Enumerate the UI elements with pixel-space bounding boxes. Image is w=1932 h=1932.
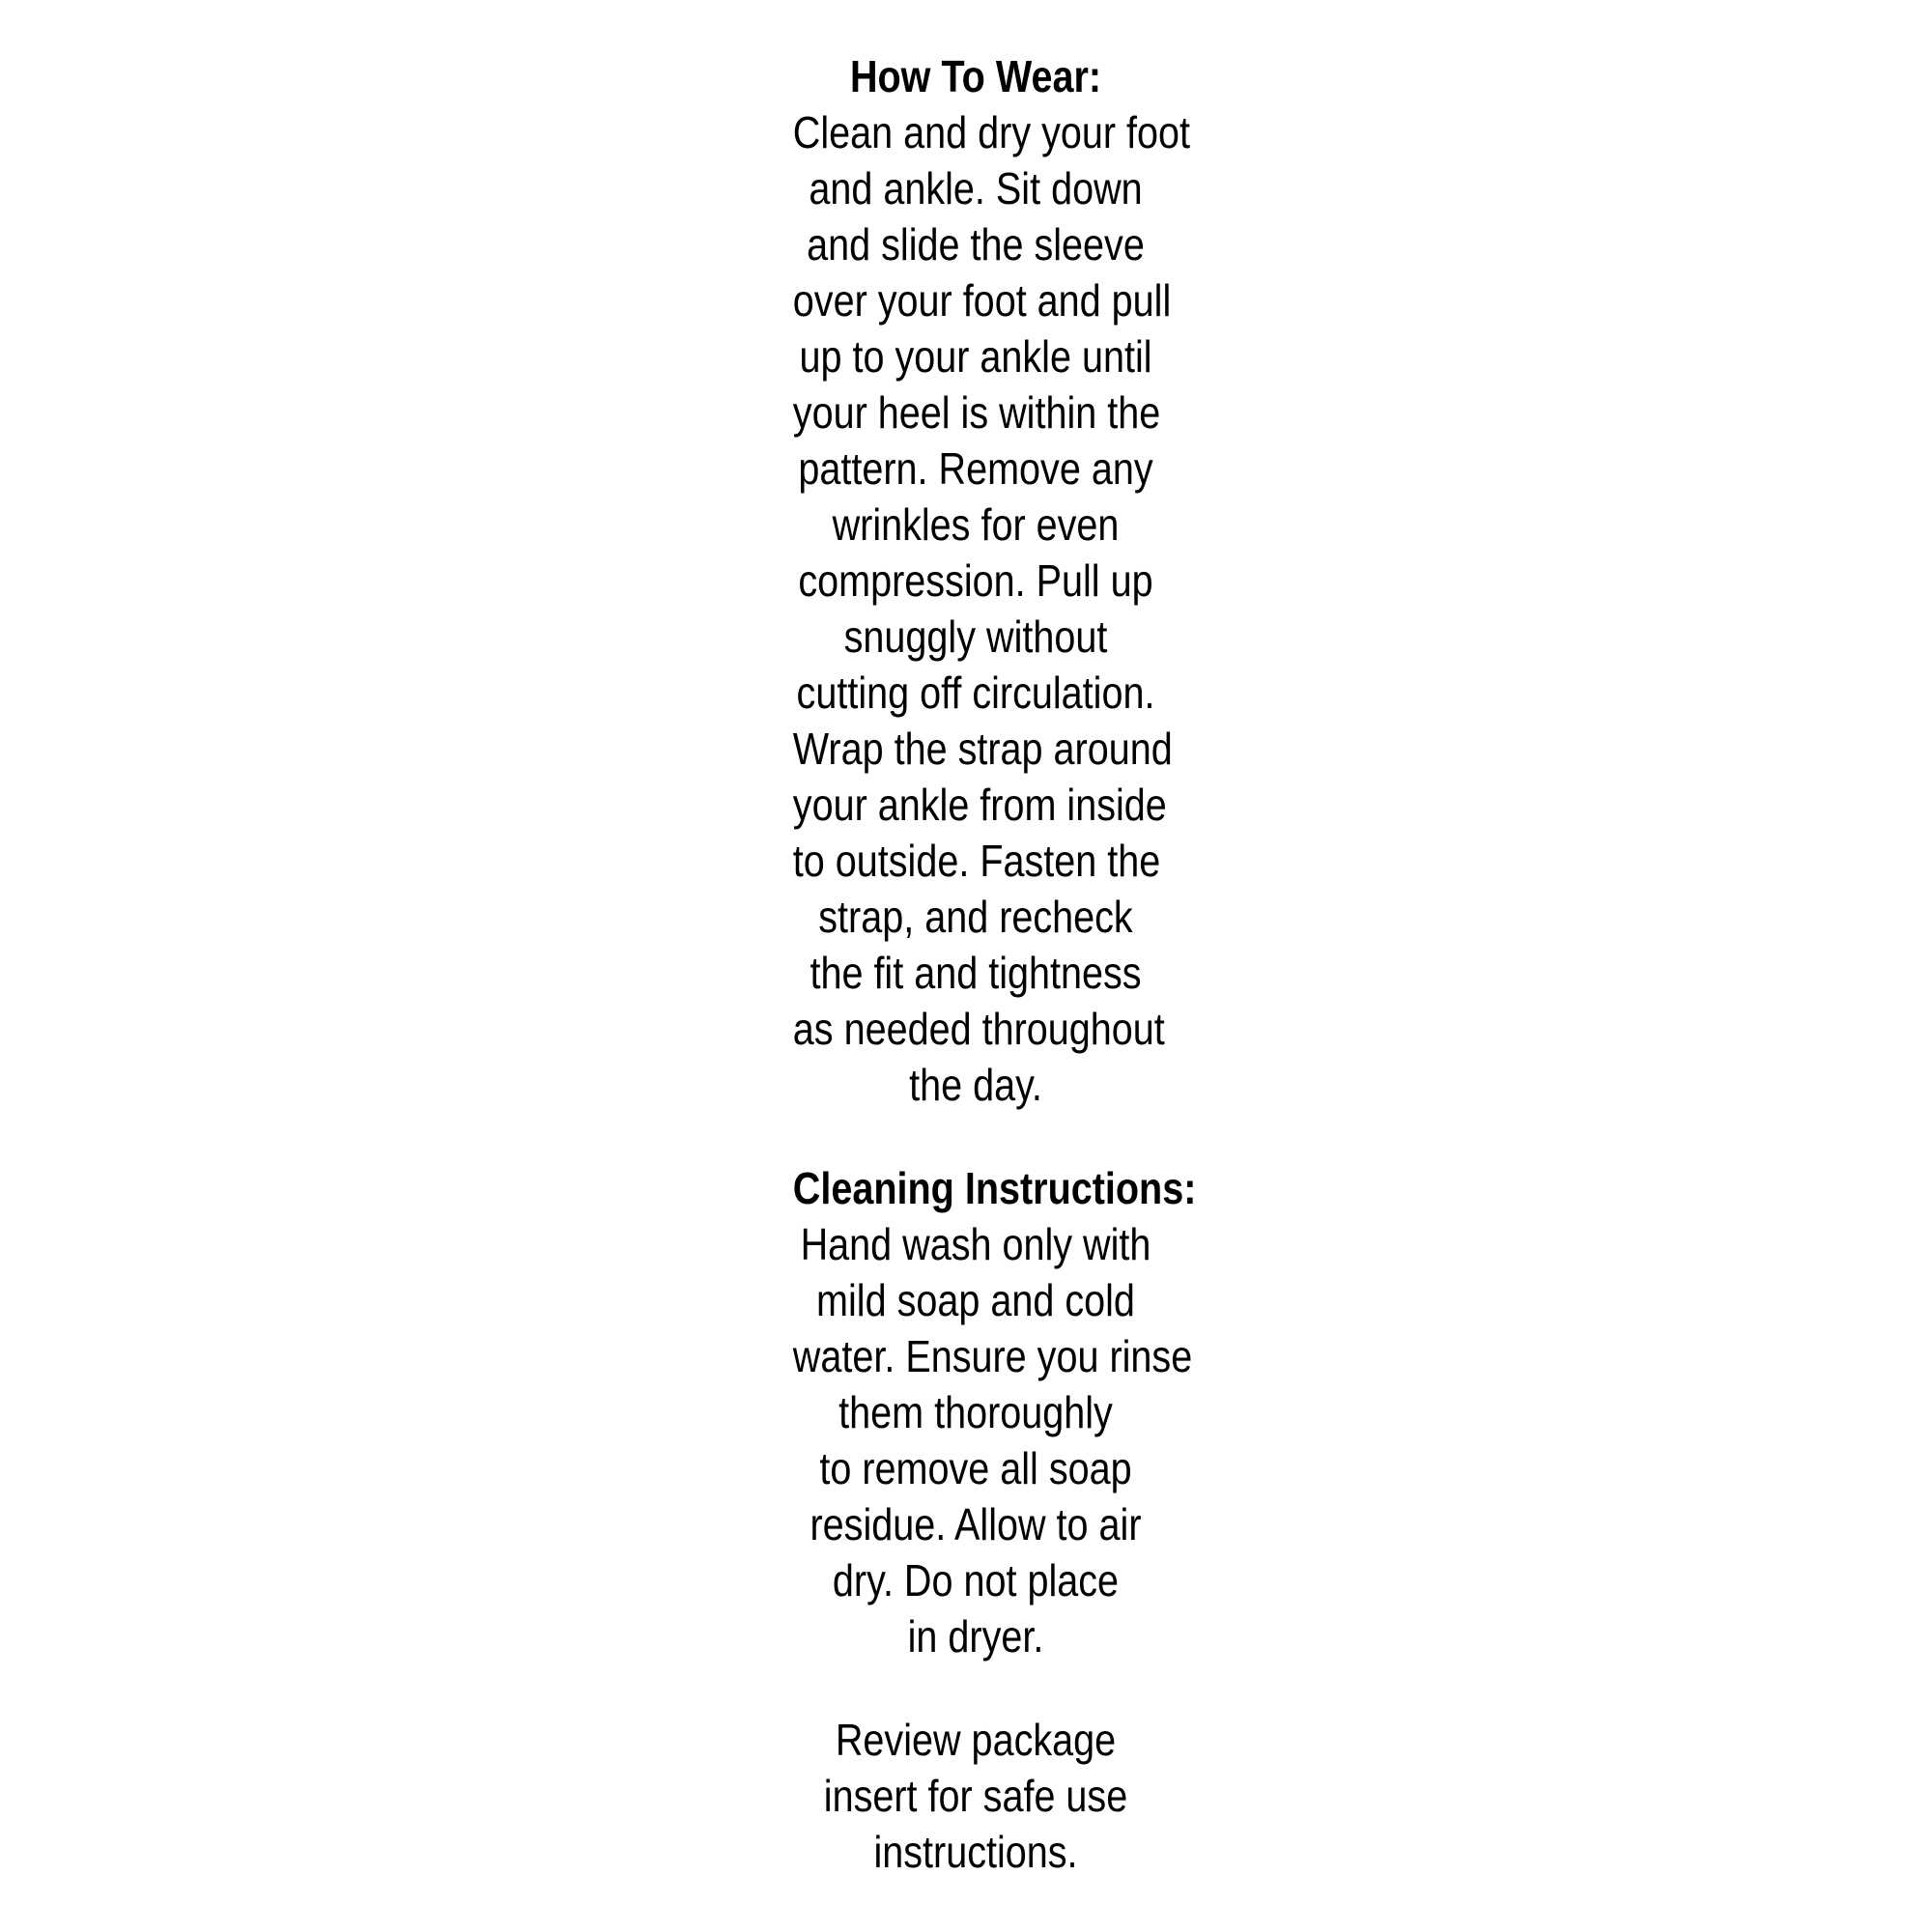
how-to-wear-line: your heel is within the: [792, 387, 1161, 438]
how-to-wear-heading: How To Wear:: [849, 51, 1102, 101]
cleaning-line: water. Ensure you rinse: [792, 1331, 1193, 1381]
cleaning-section: [763, 1160, 1197, 1664]
how-to-wear-line: your ankle from inside: [792, 780, 1167, 830]
cleaning-line: in dryer.: [907, 1611, 1044, 1662]
how-to-wear-line: snuggly without: [843, 611, 1108, 662]
how-to-wear-line: the fit and tightness: [810, 948, 1142, 998]
how-to-wear-line: and ankle. Sit down: [809, 163, 1143, 213]
how-to-wear-line: Wrap the strap around: [792, 724, 1173, 774]
how-to-wear-line: and slide the sleeve: [807, 219, 1145, 270]
how-to-wear-line: to outside. Fasten the: [792, 836, 1161, 886]
review-line: instructions.: [873, 1827, 1078, 1877]
cleaning-line: residue. Allow to air: [810, 1499, 1142, 1549]
how-to-wear-line: compression. Pull up: [798, 555, 1153, 606]
cleaning-heading: Cleaning Instructions:: [792, 1163, 1197, 1213]
how-to-wear-line: Clean and dry your foot: [792, 107, 1191, 157]
how-to-wear-line: cutting off circulation.: [796, 668, 1155, 718]
review-line: insert for safe use: [823, 1771, 1128, 1821]
review-line: Review package: [835, 1715, 1117, 1765]
how-to-wear-line: pattern. Remove any: [798, 443, 1153, 494]
cleaning-line: them thoroughly: [838, 1387, 1113, 1437]
cleaning-line: to remove all soap: [819, 1443, 1132, 1493]
cleaning-line: Hand wash only with: [800, 1219, 1151, 1269]
how-to-wear-line: strap, and recheck: [818, 892, 1133, 942]
cleaning-line: mild soap and cold: [816, 1275, 1135, 1325]
how-to-wear-section: [763, 48, 1191, 1113]
section-spacer: [763, 1113, 1188, 1160]
how-to-wear-line: over your foot and pull: [792, 275, 1172, 326]
section-spacer: [763, 1664, 1188, 1712]
review-section: [763, 1712, 1188, 1880]
how-to-wear-line: wrinkles for even: [832, 499, 1120, 550]
how-to-wear-line: as needed throughout: [792, 1004, 1165, 1054]
how-to-wear-line: the day.: [909, 1060, 1042, 1110]
cleaning-line: dry. Do not place: [832, 1555, 1120, 1605]
instructions-panel: [763, 48, 1197, 1880]
how-to-wear-line: up to your ankle until: [799, 331, 1152, 382]
